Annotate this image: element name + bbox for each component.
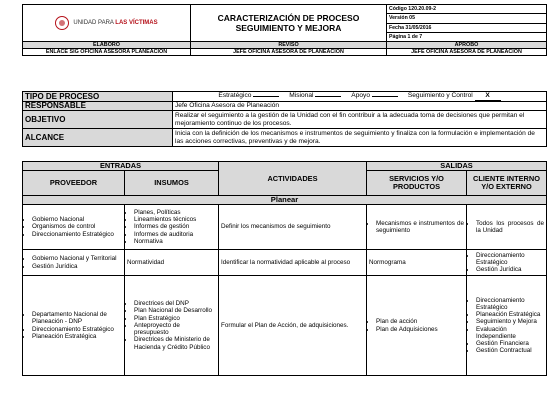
tipo-misional: Misional xyxy=(289,92,314,100)
tipo-value xyxy=(173,92,547,102)
list-item: • Departamento Nacional de Planeación - DNP xyxy=(32,311,122,325)
cliente-header: CLIENTE INTERNO Y/O EXTERNO xyxy=(467,171,547,196)
list-item: • Todos los procesos de la Unidad xyxy=(476,220,544,234)
actividad-cell: Formular el Plan de Acción, de adquisiciones. xyxy=(219,276,367,376)
servicios-cell xyxy=(367,205,467,250)
proveedor-cell xyxy=(23,205,125,250)
actividad-cell: Identificar la normatividad aplicable al proceso xyxy=(219,250,367,276)
title-line-1: CARACTERIZACIÓN DE PROCESO xyxy=(217,13,360,23)
cliente-cell xyxy=(467,250,547,276)
objetivo-value: Realizar el seguimiento a la gestión de la Unidad con el fin contribuir a la adecuada toma de decisiones que permitan el mejoramiento continuo de los procesos. xyxy=(173,111,547,129)
logo-cell xyxy=(23,5,191,42)
seal-icon xyxy=(55,16,69,30)
title-line-2: SEGUIMIENTO Y MEJORA xyxy=(235,23,342,33)
list-item: • Informes de auditoria xyxy=(134,231,216,238)
doc-page: Página 1 de 7 xyxy=(387,32,547,41)
list-item: • Direccionamiento Estratégico xyxy=(32,231,122,238)
tipo-estrategico: Estratégico xyxy=(218,92,252,100)
actividad-cell: Definir los mecanismos de seguimiento xyxy=(219,205,367,250)
proveedor-cell xyxy=(23,276,125,376)
list-item: • Planeación Estratégica xyxy=(32,333,122,340)
phase-planear: Planear xyxy=(23,196,547,205)
list-item: • Plan de acción xyxy=(376,318,464,325)
list-item: • Planeación Estratégica xyxy=(476,311,544,318)
proveedor-header: PROVEEDOR xyxy=(23,171,125,196)
list-item: • Plan Nacional de Desarrollo xyxy=(134,307,216,314)
actividades-header: ACTIVIDADES xyxy=(219,162,367,196)
list-item: • Gestión Financiera xyxy=(476,340,544,347)
document-header xyxy=(22,4,547,56)
list-item: • Organismos de control xyxy=(32,223,122,230)
list-item: • Direccionamiento Estratégico xyxy=(476,252,544,266)
elaboro-value: ENLACE SIG OFICINA ASESORA PLANEACIÓN xyxy=(23,49,191,56)
salidas-header: SALIDAS xyxy=(367,162,547,171)
list-item: • Plan Estratégico xyxy=(134,315,216,322)
insumos-cell xyxy=(125,276,219,376)
list-item: • Gestión Contractual xyxy=(476,347,544,354)
tipo-label: TIPO DE PROCESO xyxy=(23,92,173,102)
table-row xyxy=(23,250,547,276)
logo-text-prefix: UNIDAD PARA xyxy=(73,20,116,26)
doc-version: Versión 05 xyxy=(387,14,547,23)
servicios-header: SERVICIOS Y/O PRODUCTOS xyxy=(367,171,467,196)
insumos-cell: Normatividad xyxy=(125,250,219,276)
list-item: • Seguimiento y Mejora xyxy=(476,318,544,325)
unidad-victimas-logo xyxy=(25,16,188,30)
entradas-header: ENTRADAS xyxy=(23,162,219,171)
cliente-cell xyxy=(467,276,547,376)
list-item: • Gobierno Nacional xyxy=(32,216,122,223)
list-item: • Planes, Políticas xyxy=(134,209,216,216)
list-item: • Plan de Adquisiciones xyxy=(376,326,464,333)
list-item: • Normativa xyxy=(134,238,216,245)
alcance-label: ALCANCE xyxy=(23,129,173,147)
characterization-table xyxy=(22,161,547,376)
servicios-cell xyxy=(367,276,467,376)
list-item: • Directrices del DNP xyxy=(134,300,216,307)
insumos-cell xyxy=(125,205,219,250)
responsable-label: RESPONSABLE xyxy=(23,102,173,111)
elaboro-header: ELABORO xyxy=(23,42,191,49)
alcance-value: Inicia con la definición de los mecanismos e instrumentos de seguimiento y finaliza con la formulación e implementación de las acciones correctivas, preventivas y de mejora. xyxy=(173,129,547,147)
responsable-value: Jefe Oficina Asesora de Planeación xyxy=(173,102,547,111)
list-item: • Mecanismos e instrumentos de seguimiento xyxy=(376,220,464,234)
list-item: • Directrices de Ministerio de Hacienda y Crédito Público xyxy=(134,336,216,350)
reviso-header: REVISO xyxy=(191,42,387,49)
document-title xyxy=(191,5,387,42)
logo-text-highlight: LAS VÍCTIMAS xyxy=(115,20,158,26)
tipo-mark: X xyxy=(475,92,501,101)
list-item: • Gobierno Nacional y Territorial xyxy=(32,255,122,262)
doc-code: Código 120.20.09-2 xyxy=(387,5,547,14)
list-item: • Anteproyecto de presupuesto xyxy=(134,322,216,336)
servicios-cell: Normograma xyxy=(367,250,467,276)
list-item: • Gestión Jurídica xyxy=(32,263,122,270)
list-item: • Evaluación Independiente xyxy=(476,326,544,340)
process-info xyxy=(22,91,547,147)
tipo-seguimiento: Seguimiento y Control xyxy=(407,92,473,100)
list-item: • Lineamientos técnicos xyxy=(134,216,216,223)
table-row xyxy=(23,276,547,376)
aprobo-value: JEFE OFICINA ASESORA DE PLANEACIÓN xyxy=(387,49,547,56)
list-item: • Direccionamiento Estratégico xyxy=(476,297,544,311)
doc-date: Fecha 31/05/2016 xyxy=(387,23,547,32)
proveedor-cell xyxy=(23,250,125,276)
objetivo-label: OBJETIVO xyxy=(23,111,173,129)
list-item: • Informes de gestión xyxy=(134,223,216,230)
list-item: • Gestión Jurídica xyxy=(476,266,544,273)
tipo-apoyo: Apoyo xyxy=(351,92,370,100)
cliente-cell xyxy=(467,205,547,250)
reviso-value: JEFE OFICINA ASESORA DE PLANEACIÓN xyxy=(191,49,387,56)
insumos-header: INSUMOS xyxy=(125,171,219,196)
table-row xyxy=(23,205,547,250)
aprobo-header: APROBO xyxy=(387,42,547,49)
list-item: • Direccionamiento Estratégico xyxy=(32,326,122,333)
